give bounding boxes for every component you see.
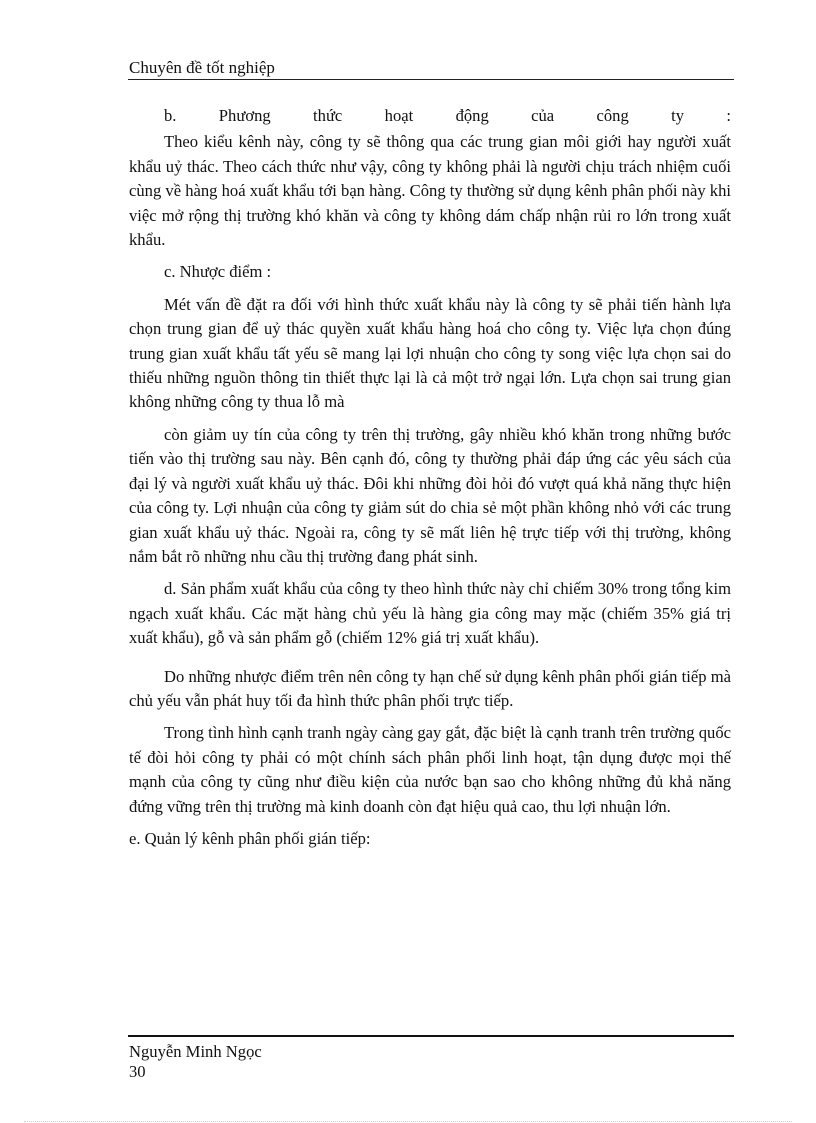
heading-b-word: b.	[164, 106, 177, 125]
paragraph-competition: Trong tình hình cạnh tranh ngày càng gay gắt, đặc biệt là cạnh tranh trên trường quốc tế đòi hỏi công ty phải có một chính sách phân phối linh hoạt, tận dụng được mọi thế mạnh của công ty cũng như điều kiện của nước bạn sao cho không những đủ khả năng đứng vững trên thị trường mà kinh doanh còn đạt hiệu quả cao, thu lợi nhuận lớn.	[129, 723, 731, 816]
section-heading-b	[129, 104, 731, 128]
page-bottom-border	[24, 1121, 792, 1122]
heading-b-word: ty	[671, 106, 685, 125]
header-divider	[128, 79, 734, 80]
paragraph-d-body: d. Sản phẩm xuất khẩu của công ty theo hình thức này chỉ chiếm 30% trong tổng kim ngạch xuất khẩu. Các mặt hàng chủ yếu là hàng gia công may mặc (chiếm 35% giá trị xuất khẩu), gỗ và sản phẩm gỗ (chiếm 12% giá trị xuất khẩu).	[129, 579, 731, 648]
heading-b-word: động	[455, 106, 489, 125]
section-heading-e: e. Quản lý kênh phân phối gián tiếp:	[129, 828, 371, 848]
heading-b-word: của	[531, 106, 555, 125]
heading-b-word: công	[596, 106, 629, 125]
heading-b-word: hoạt	[384, 106, 414, 125]
document-body	[129, 104, 731, 859]
paragraph-c-body-2: còn giảm uy tín của công ty trên thị trường, gây nhiều khó khăn trong những bước tiến vào thị trường sau này. Bên cạnh đó, công ty thường phải đáp ứng các yêu sách của đại lý và người xuất khẩu uỷ thác. Đôi khi những đòi hỏi đó vượt quá khả năng thực hiện của công ty. Lợi nhuận của công ty giảm sút do chia sẻ một phần không nhỏ với các trung gian xuất khẩu uỷ thác. Ngoài ra, công ty sẽ mất liên hệ trực tiếp với thị trường, không nắm bắt rõ những nhu cầu thị trường đang phát sinh.	[129, 424, 731, 566]
heading-b-word: :	[726, 106, 731, 125]
paragraph-b-body: Theo kiểu kênh này, công ty sẽ thông qua các trung gian môi giới hay người xuất khẩu uỷ thác. Theo cách thức như vậy, công ty không phải là người chịu trách nhiệm cuối cùng về hàng hoá xuất khẩu tới bạn hàng. Công ty thường sử dụng kênh phân phối này khi việc mở rộng thị trường khó khăn và công ty không dám chấp nhận rủi ro lớn trong xuất khẩu.	[129, 132, 731, 250]
page-number: 30	[129, 1062, 146, 1081]
section-heading-c: c. Nhược điểm :	[164, 262, 272, 282]
page-header-title: Chuyên đề tốt nghiệp	[129, 58, 275, 77]
heading-b-word: thức	[313, 106, 343, 125]
heading-b-word: Phương	[218, 106, 271, 125]
paragraph-c-body-1: Mét vấn đề đặt ra đối với hình thức xuất khẩu này là công ty sẽ phải tiến hành lựa chọn trung gian để uỷ thác quyền xuất khẩu hàng hoá cho công ty. Việc lựa chọn đúng trung gian xuất khẩu tất yếu sẽ mang lại lợi nhuận cho công ty song việc lựa chọn sai do thiếu những nguồn thông tin thiết thực lại là cả một trở ngại lớn. Lựa chọn sai trung gian không những công ty thua lỗ mà	[129, 294, 731, 412]
footer-divider	[128, 1035, 734, 1037]
footer-author: Nguyễn Minh Ngọc	[129, 1042, 262, 1061]
paragraph-conclusion: Do những nhược điểm trên nên công ty hạn chế sử dụng kênh phân phối gián tiếp mà chủ yếu vẫn phát huy tối đa hình thức phân phối trực tiếp.	[129, 666, 731, 710]
